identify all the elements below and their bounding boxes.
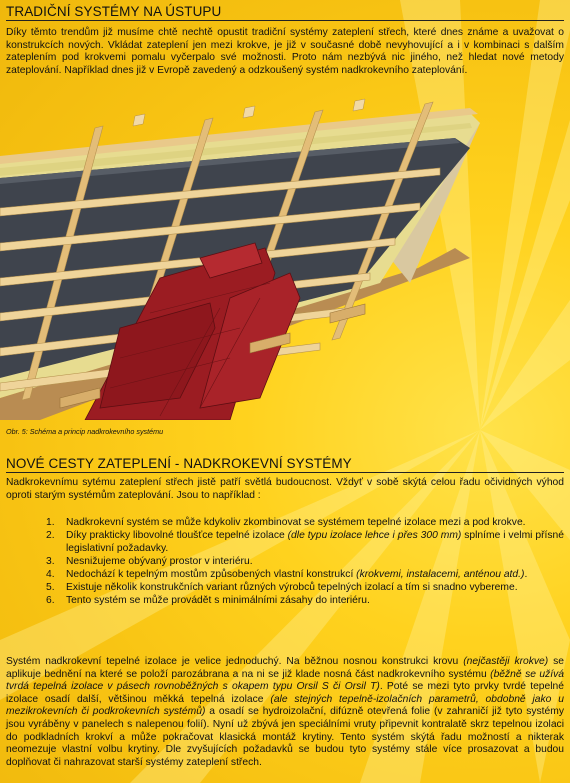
list-item: 3. Nesnižujeme obývaný prostor v interiéru. — [46, 555, 253, 567]
section-title-traditional: TRADIČNÍ SYSTÉMY NA ÚSTUPU — [6, 4, 564, 21]
section-title-new-systems: NOVÉ CESTY ZATEPLENÍ - NADKROKEVNÍ SYSTÉMY — [6, 456, 564, 473]
figure-caption: Obr. 5: Schéma a princip nadkrokevního systému — [6, 427, 164, 436]
section-paragraph-traditional: Díky těmto trendům již musíme chtě nechtě opustit tradiční systémy zateplení střech, které dnes známe a uvažovat o konstrukcích nových. Vkládat zateplení jen mezi krokve, je již v současné době nevyhovující a i v kombinaci s dalším zateplením pod krokvemi pomalu vyčerpalo své možnosti. Proto nám nezbývá nic jiného, než hledat nové metody zateplování. Například dnes již v Evropě zavedený a odzkoušený systém nadkrokevního zateplování. — [6, 27, 564, 76]
list-item: 4. Nedochází k tepelným mostům způsobených vlastní konstrukcí (krokvemi, instalacemi, anténou atd.). — [46, 568, 528, 580]
list-item: 6. Tento systém se může provádět s minimálními zásahy do interiéru. — [46, 595, 370, 607]
section-paragraph-system-description: Systém nadkrokevní tepelné izolace je velice jednoduchý. Na běžnou nosnou konstrukci krovu (nejčastěji krokve) se aplikuje bednění na které se položí parozábrana a na ni se již klade nosná část nadkrokevního systému (běžně se užívá tvrdá tepelná izolace v pásech rovnoběžných s okapem typu Orsil S či Orsil T). Poté se mezi tyto prvky tvrdé tepelné izolace osadí další, většinou měkká tepelná izolace (ale stejných tepelně-izolačních parametrů, obdobně jako u mezikrokevních či podkrokevních systémů) a osadí se hydroizolační, difúzně otevřená folie (v zahraničí již tyto systémy jsou vyráběny v panelech s nalepenou folií). Nyní už zbývá jen speciálními vruty připevnit kontralatě skrz tepelnou izolaci do podkladních krokví a může pokračovat klasická montáž krytiny. Tento systém skýtá řadu možností a nikterak neomezuje vlastní volbu krytiny. Dle zvyšujících požadavků se budou tyto systémy stále více prosazovat a budou doplňovat či nahrazovat starší systémy zateplení střech. — [6, 656, 564, 768]
list-item: 5. Existuje několik konstrukčních variant různých výrobců tepelných izolací a tím si snadno vybereme. — [46, 581, 518, 593]
roof-diagram-illustration — [0, 98, 505, 420]
list-item: 2. Díky prakticky libovolné tloušťce tepelné izolace (dle typu izolace lehce i přes 300 mm) splníme i velmi přísné legislativní požadavky. — [46, 530, 564, 554]
advantages-list — [6, 517, 564, 608]
list-item: 1. Nadkrokevní systém se může kdykoliv zkombinovat se systémem tepelné izolace mezi a pod krokve. — [46, 517, 526, 528]
section-intro-new-systems: Nadkrokevnímu sytému zateplení střech jistě patří světlá budoucnost. Vždyť v sobě skýtá celou řadu očividných výhod oproti starým systémům zateplování. Jsou to například : — [6, 477, 564, 501]
